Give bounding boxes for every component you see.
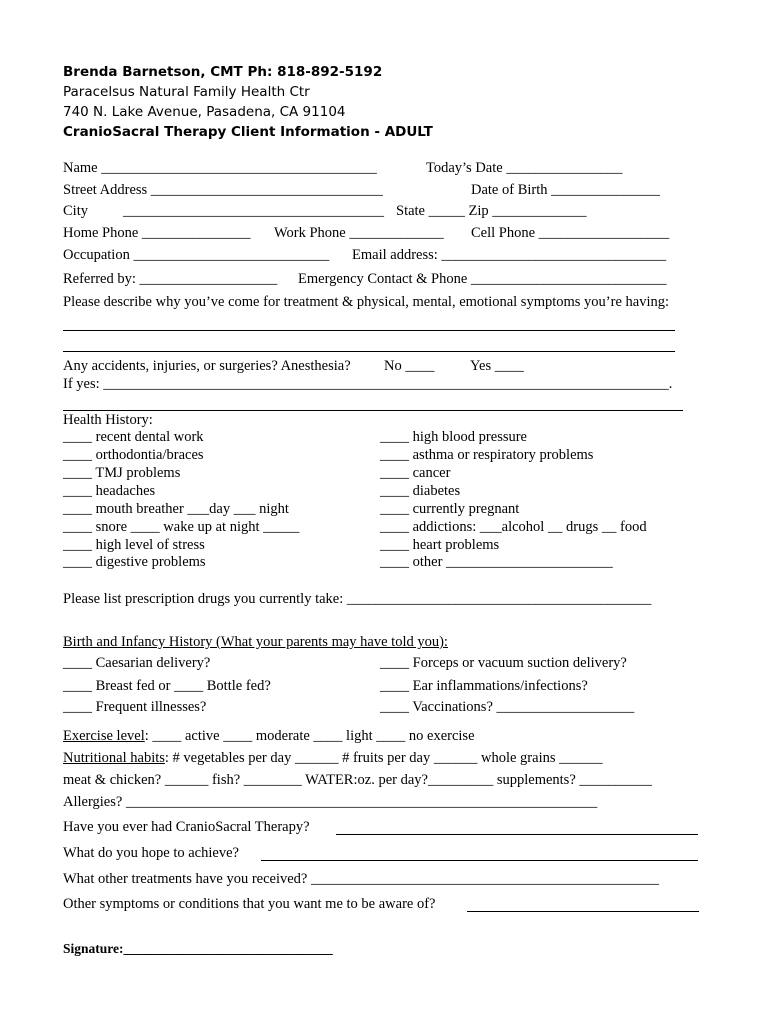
street-address-field[interactable]: Street Address ________________________________ bbox=[63, 182, 383, 198]
describe-symptoms-prompt: Please describe why you’ve come for treatment & physical, mental, emotional symptoms you’re having: bbox=[63, 294, 670, 310]
health-history-title: Health History: bbox=[63, 412, 153, 428]
cell-phone-field[interactable]: Cell Phone __________________ bbox=[471, 225, 670, 241]
emergency-contact-field[interactable]: Emergency Contact & Phone ___________________________ bbox=[298, 271, 667, 287]
exercise-level-field[interactable] bbox=[63, 727, 475, 745]
health-left-item[interactable]: ____ recent dental work bbox=[63, 429, 204, 445]
header-practitioner: Brenda Barnetson, CMT Ph: 818-892-5192 bbox=[63, 64, 383, 80]
diet-details-field[interactable]: meat & chicken? ______ fish? ________ WATER:oz. per day?_________ supplements? __________ bbox=[63, 772, 652, 788]
birth-right-item[interactable]: ____ Vaccinations? ___________________ bbox=[380, 699, 635, 715]
health-left-item[interactable]: ____ high level of stress bbox=[63, 537, 205, 553]
state-zip-field[interactable]: State _____ Zip _____________ bbox=[396, 203, 587, 219]
allergies-field[interactable]: Allergies? _________________________________________________________________ bbox=[63, 794, 598, 810]
todays-date-field[interactable]: Today’s Date ________________ bbox=[426, 160, 623, 176]
nutritional-habits-field[interactable] bbox=[63, 749, 603, 767]
health-right-item[interactable]: ____ diabetes bbox=[380, 483, 461, 499]
form-title: CranioSacral Therapy Client Information - ADULT bbox=[63, 124, 433, 140]
health-left-item[interactable]: ____ snore ____ wake up at night _____ bbox=[63, 519, 300, 535]
craniosacral-history-line[interactable] bbox=[336, 834, 698, 835]
accidents-if-yes-field[interactable]: If yes: ______________________________________________________________________________. bbox=[63, 376, 673, 392]
health-right-item[interactable]: ____ currently pregnant bbox=[380, 501, 520, 517]
city-field[interactable]: ____________________________________ bbox=[123, 203, 384, 219]
city-label: City bbox=[63, 203, 88, 219]
prescription-drugs-field[interactable]: Please list prescription drugs you currently take: __________________________________________ bbox=[63, 591, 652, 607]
birth-right-item[interactable]: ____ Ear inflammations/infections? bbox=[380, 678, 588, 694]
referred-by-field[interactable]: Referred by: ___________________ bbox=[63, 271, 278, 287]
home-phone-field[interactable]: Home Phone _______________ bbox=[63, 225, 251, 241]
signature-field[interactable]: Signature:_______________________________ bbox=[63, 941, 333, 956]
symptoms-line-1[interactable] bbox=[63, 330, 675, 331]
exercise-level-options[interactable]: : ____ active ____ moderate ____ light ____ no exercise bbox=[144, 728, 475, 744]
health-left-item[interactable]: ____ headaches bbox=[63, 483, 156, 499]
accidents-extra-line[interactable] bbox=[63, 410, 683, 411]
birth-right-item[interactable]: ____ Forceps or vacuum suction delivery? bbox=[380, 655, 627, 671]
date-of-birth-field[interactable]: Date of Birth _______________ bbox=[471, 182, 660, 198]
birth-history-title: Birth and Infancy History (What your parents may have told you): bbox=[63, 634, 448, 650]
health-right-item[interactable]: ____ asthma or respiratory problems bbox=[380, 447, 594, 463]
health-right-item[interactable]: ____ heart problems bbox=[380, 537, 500, 553]
nutritional-habits-options[interactable]: : # vegetables per day ______ # fruits per day ______ whole grains ______ bbox=[164, 750, 603, 766]
health-left-item[interactable]: ____ orthodontia/braces bbox=[63, 447, 204, 463]
birth-left-item[interactable]: ____ Frequent illnesses? bbox=[63, 699, 207, 715]
occupation-field[interactable]: Occupation ___________________________ bbox=[63, 247, 330, 263]
accidents-question: Any accidents, injuries, or surgeries? Anesthesia? bbox=[63, 358, 351, 374]
health-left-item[interactable]: ____ TMJ problems bbox=[63, 465, 181, 481]
hope-to-achieve-question: What do you hope to achieve? bbox=[63, 845, 239, 861]
nutritional-habits-label: Nutritional habits bbox=[63, 750, 165, 766]
symptoms-line-2[interactable] bbox=[63, 351, 675, 352]
accidents-no-field[interactable]: No ____ bbox=[384, 358, 435, 374]
work-phone-field[interactable]: Work Phone _____________ bbox=[274, 225, 444, 241]
header-address: 740 N. Lake Avenue, Pasadena, CA 91104 bbox=[63, 104, 346, 120]
exercise-level-label: Exercise level bbox=[63, 728, 145, 744]
other-symptoms-question: Other symptoms or conditions that you want me to be aware of? bbox=[63, 896, 436, 912]
birth-left-item[interactable]: ____ Caesarian delivery? bbox=[63, 655, 211, 671]
email-field[interactable]: Email address: _______________________________ bbox=[352, 247, 667, 263]
health-right-item[interactable]: ____ addictions: ___alcohol __ drugs __ food bbox=[380, 519, 647, 535]
name-field[interactable]: Name ______________________________________ bbox=[63, 160, 377, 176]
craniosacral-history-question: Have you ever had CranioSacral Therapy? bbox=[63, 819, 310, 835]
header-clinic: Paracelsus Natural Family Health Ctr bbox=[63, 84, 310, 100]
hope-to-achieve-line[interactable] bbox=[261, 860, 698, 861]
health-left-item[interactable]: ____ mouth breather ___day ___ night bbox=[63, 501, 289, 517]
accidents-yes-field[interactable]: Yes ____ bbox=[470, 358, 524, 374]
other-treatments-field[interactable]: What other treatments have you received? ________________________________________________ bbox=[63, 871, 659, 887]
health-right-item[interactable]: ____ other _______________________ bbox=[380, 554, 613, 570]
health-right-item[interactable]: ____ cancer bbox=[380, 465, 451, 481]
other-symptoms-line[interactable] bbox=[467, 911, 699, 912]
health-right-item[interactable]: ____ high blood pressure bbox=[380, 429, 527, 445]
birth-left-item[interactable]: ____ Breast fed or ____ Bottle fed? bbox=[63, 678, 271, 694]
health-left-item[interactable]: ____ digestive problems bbox=[63, 554, 206, 570]
